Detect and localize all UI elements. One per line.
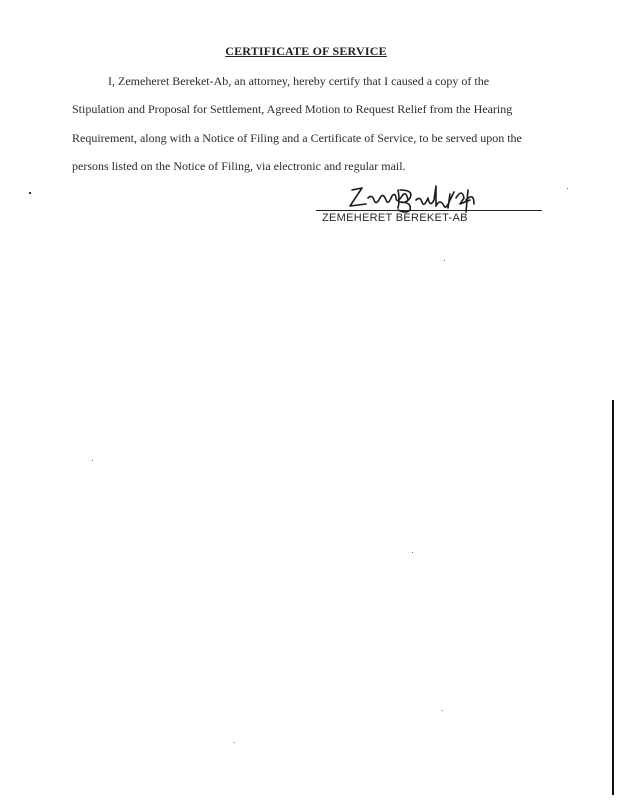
scan-speck: [234, 742, 235, 743]
body-line-4: persons listed on the Notice of Filing, via electronic and regular mail.: [72, 159, 406, 173]
scan-edge-line: [612, 400, 614, 795]
body-line-3: Requirement, along with a Notice of Filing and a Certificate of Service, to be served upon the: [72, 131, 522, 145]
body-line-1: I, Zemeheret Bereket-Ab, an attorney, hereby certify that I caused a copy of the: [108, 74, 490, 88]
scan-speck: [412, 552, 413, 553]
scan-speck: [92, 460, 93, 461]
scan-speck: [29, 192, 31, 194]
document-title: CERTIFICATE OF SERVICE: [225, 44, 387, 58]
scan-speck: [444, 260, 445, 261]
scan-speck: [442, 710, 443, 711]
signature-line: [316, 210, 542, 211]
body-line-2: Stipulation and Proposal for Settlement, Agreed Motion to Request Relief from the Hearing: [72, 102, 513, 116]
scan-speck: [567, 188, 568, 189]
signer-name: ZEMEHERET BEREKET-AB: [322, 212, 468, 224]
